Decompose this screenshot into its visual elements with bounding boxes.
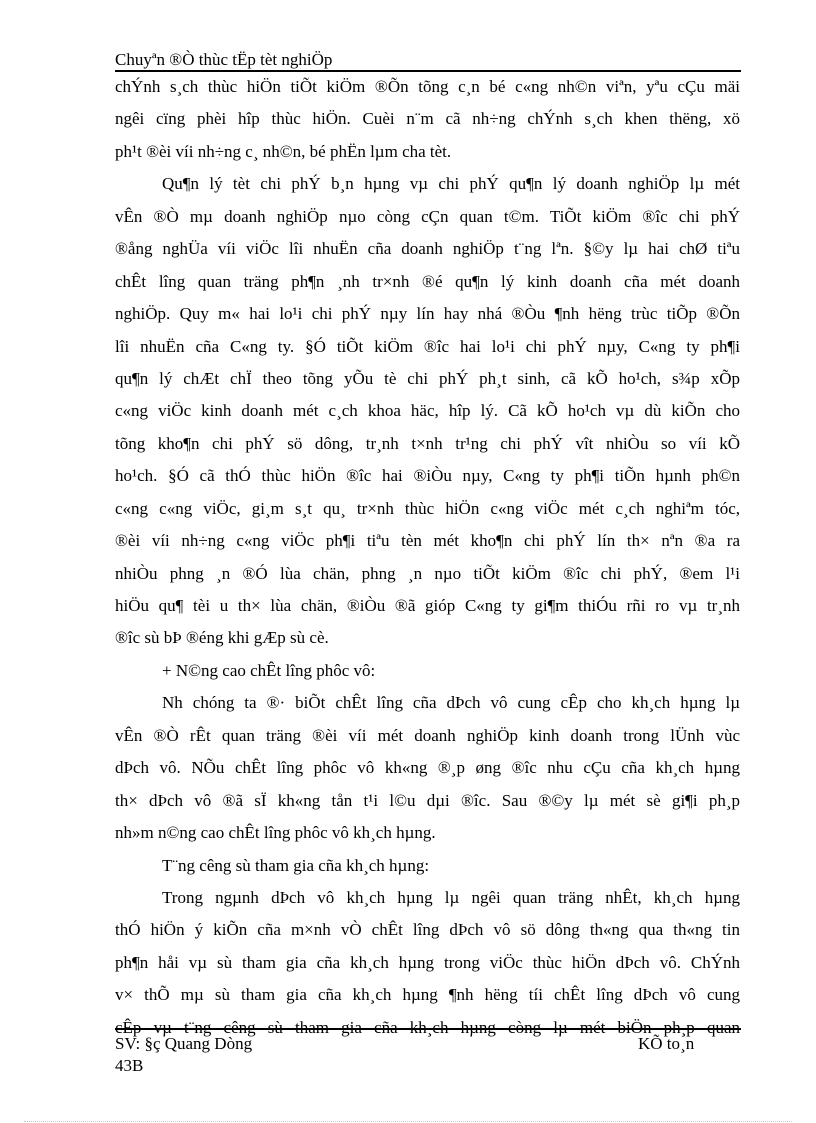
text-line: v× thÕ mµ sù tham gia cña kh¸ch hµng ¶nh hëng tíi chÊt lîng dÞch vô cung (115, 985, 740, 1005)
section-heading: T¨ng cêng sù tham gia cña kh¸ch hµng: (162, 855, 430, 875)
footer-department: KÕ to¸n (638, 1034, 695, 1053)
text-line: c«ng viÖc kinh doanh mét c¸ch khoa häc, hîp lý. Cã kÕ ho¹ch vµ dù kiÕn cho (115, 401, 740, 421)
text-line: Qu¶n lý tèt chi phÝ b¸n hµng vµ chi phÝ qu¶n lý doanh nghiÖp lµ mét (162, 174, 740, 194)
text-line: ph¶n håi vµ sù tham gia cña kh¸ch hµng trong viÖc thùc hiÖn dÞch vô. ChÝnh (115, 952, 740, 972)
section-heading: + N©ng cao chÊt lîng phôc vô: (162, 660, 376, 680)
text-line: Nh chóng ta ®· biÕt chÊt lîng cña dÞch vô cung cÊp cho kh¸ch hµng lµ (162, 693, 740, 713)
footer-class: 43B (115, 1056, 144, 1075)
text-line: thÓ hiÖn ý kiÕn cña m×nh vÒ chÊt lîng dÞch vô sö dông th«ng qua th«ng tin (115, 920, 740, 940)
text-line: chÊt lîng quan träng ph¶n ¸nh tr×nh ®é qu¶n lý kinh doanh cña mét doanh (115, 271, 740, 291)
page-header-title: Chuyªn ®Ò thùc tËp tèt nghiÖp (115, 50, 333, 69)
text-line: th× dÞch vô ®ã sÏ kh«ng tån t¹i l©u dµi ®îc. Sau ®©y lµ mét sè gi¶i ph¸p (115, 790, 740, 810)
text-line: c«ng c«ng viÖc, gi¸m s¸t qu¸ tr×nh thùc hiÖn c«ng viÖc mét c¸ch nghiªm tóc, (115, 498, 740, 518)
text-line: ®ång nghÜa víi viÖc lîi nhuËn cña doanh nghiÖp t¨ng lªn. §©y lµ hai chØ tiªu (115, 239, 740, 259)
text-line: vÊn ®Ò rÊt quan träng ®èi víi mét doanh nghiÖp kinh doanh trong lÜnh vùc (115, 725, 740, 745)
text-line: vÊn ®Ò mµ doanh nghiÖp nµo còng cÇn quan t©m. TiÕt kiÖm ®îc chi phÝ (115, 206, 740, 226)
text-line: chÝnh s¸ch thùc hiÖn tiÕt kiÖm ®Õn tõng c¸n bé c«ng nh©n viªn, yªu cÇu mäi (115, 77, 740, 96)
text-line: nghiÖp. Quy m« hai lo¹i chi phÝ nµy lín hay nhá ®Òu ¶nh hëng trùc tiÕp ®Õn (115, 304, 740, 324)
text-line: ®èi víi nh÷ng c«ng viÖc ph¶i tiªu tèn mét kho¶n chi phÝ lín th× nªn ®a ra (115, 531, 740, 551)
text-line: lîi nhuËn cña C«ng ty. §Ó tiÕt kiÖm ®îc hai lo¹i chi phÝ nµy, C«ng ty ph¶i (115, 336, 740, 356)
text-line: dÞch vô. NÕu chÊt lîng phôc vô kh«ng ®¸p øng ®îc nhu cÇu cña kh¸ch hµng (115, 758, 740, 778)
text-line: ®îc sù bÞ ®éng khi gÆp sù cè. (115, 628, 329, 648)
footer-divider (115, 1028, 741, 1030)
text-line: ho¹ch. §Ó cã thÓ thùc hiÖn ®îc hai ®iÒu nµy, C«ng ty ph¶i tiÕn hµnh ph©n (115, 466, 740, 486)
footer-student-name: SV: §ç Quang Dòng (115, 1034, 253, 1053)
page-bottom-border (24, 1121, 792, 1122)
text-line: ngêi cïng phèi hîp thùc hiÖn. Cuèi n¨m cã nh÷ng chÝnh s¸ch khen thëng, xö (115, 109, 740, 129)
text-line: tõng kho¶n chi phÝ sö dông, tr¸nh t×nh tr¹ng chi phÝ vît nhiÒu so víi kÕ (115, 433, 740, 453)
text-line: cÊp vµ t¨ng cêng sù tham gia cña kh¸ch hµng còng lµ mét biÖn ph¸p quan (115, 1017, 740, 1037)
text-line: ph¹t ®èi víi nh÷ng c¸ nh©n, bé phËn lµm cha tèt. (115, 141, 452, 161)
text-line: qu¶n lý chÆt chÏ theo tõng yÕu tè chi phÝ ph¸t sinh, cã kÕ ho¹ch, s¾p xÕp (115, 368, 740, 388)
text-line: hiÖu qu¶ tèi u th× lùa chän, ®iÒu ®ã gióp C«ng ty gi¶m thiÓu rñi ro vµ tr¸nh (115, 596, 740, 615)
text-line: nhiÒu phng ¸n ®Ó lùa chän, phng ¸n nµo tiÕt kiÖm ®îc chi phÝ, ®em l¹i (115, 563, 740, 583)
text-line: Trong ngµnh dÞch vô kh¸ch hµng lµ ngêi quan träng nhÊt, kh¸ch hµng (162, 887, 740, 907)
text-line: nh»m n©ng cao chÊt lîng phôc vô kh¸ch hµng. (115, 823, 436, 843)
body-text (115, 71, 740, 1044)
